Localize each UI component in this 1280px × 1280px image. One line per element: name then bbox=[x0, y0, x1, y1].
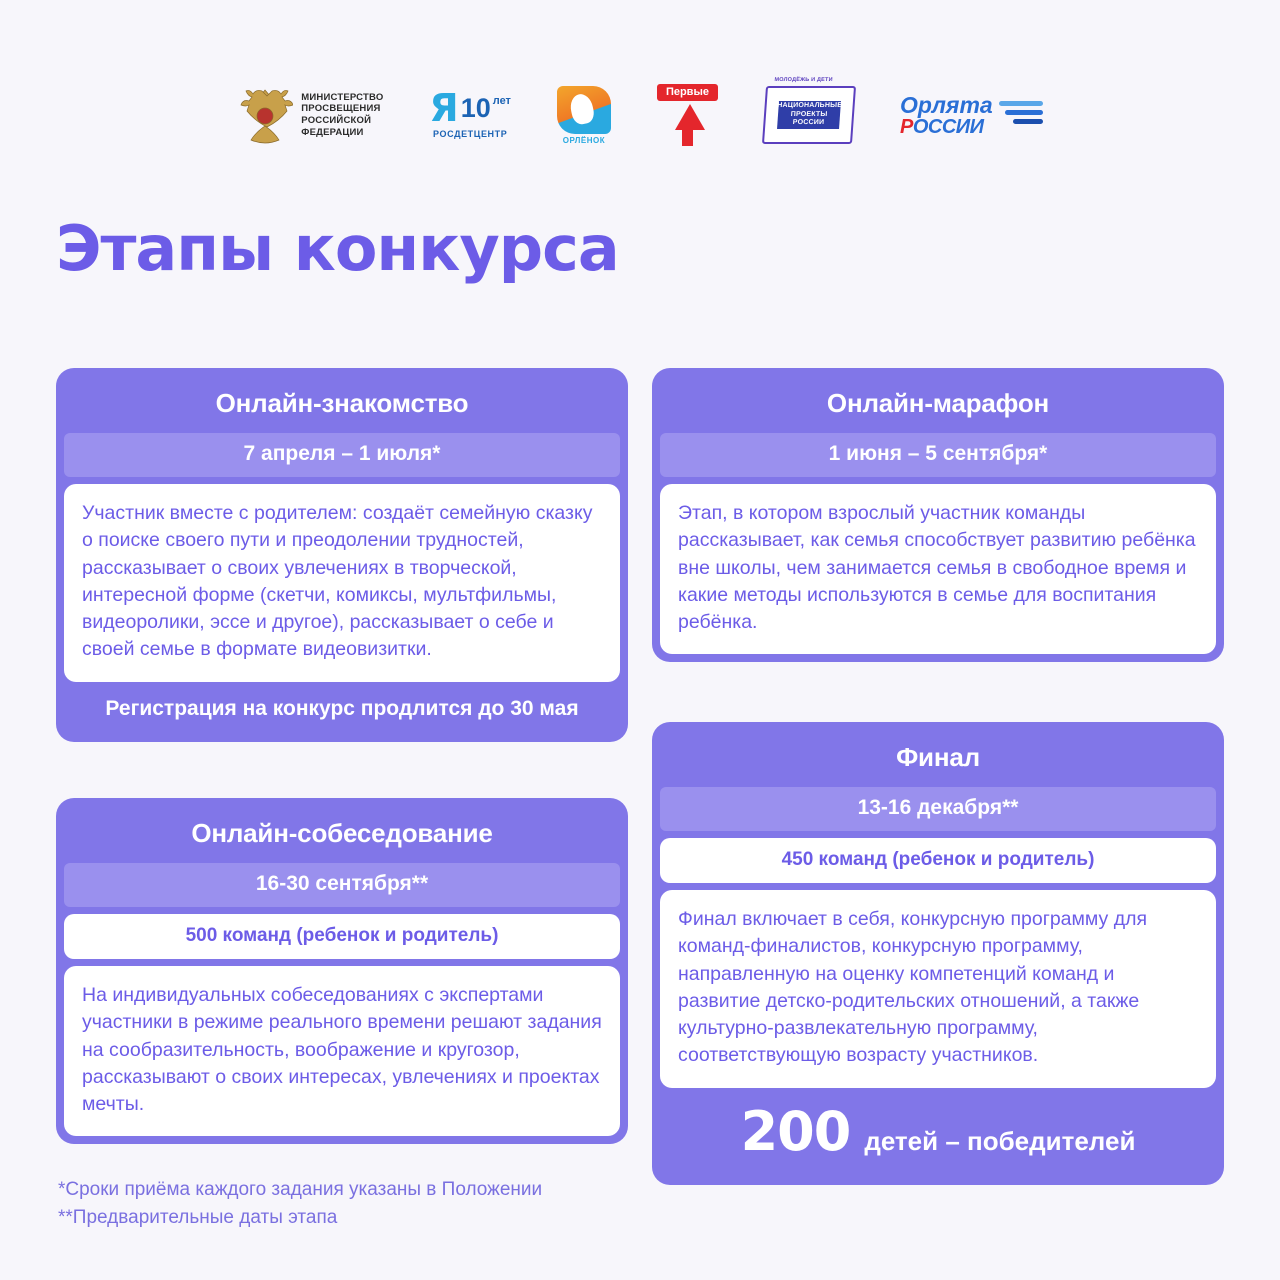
orlyata-wing-icon bbox=[997, 98, 1043, 132]
orlyata-line-2-red: Р bbox=[899, 115, 913, 138]
stage-date: 13-16 декабря** bbox=[660, 787, 1216, 831]
national-projects-caption: НАЦИОНАЛЬНЫЕ ПРОЕКТЫ РОССИИ bbox=[777, 101, 841, 129]
rosdetcentr-years: 10 bbox=[460, 93, 491, 124]
stage-teams-count: 450 команд (ребенок и родитель) bbox=[660, 838, 1216, 883]
national-projects-logo bbox=[764, 73, 854, 157]
footnote-line-2: **Предварительные даты этапа bbox=[58, 1206, 338, 1228]
rosdetcentr-years-suffix: лет bbox=[492, 95, 511, 108]
stage-title: Онлайн-марафон bbox=[826, 388, 1050, 418]
footnote-line-1: *Сроки приёма каждого задания указаны в Положении bbox=[58, 1179, 543, 1200]
orlyata-line-1: Орлята bbox=[899, 91, 993, 118]
stage-description: Этап, в котором взрослый участник команды рассказывает, как семья способствует развитию ребёнка вне школы, чем занимается семья в свободное время и какие методы используются в семье для воспитания ребёнка. bbox=[660, 484, 1216, 654]
stage-date: 7 апреля – 1 июля* bbox=[64, 433, 620, 477]
stage-winners-summary bbox=[660, 1088, 1216, 1177]
stage-description: На индивидуальных собеседованиях с экспертами участники в режиме реального времени решают задания на сообразительность, воображение и кругозор, рассказывают о своих интересах, увлечениях и проектах мечты. bbox=[64, 966, 620, 1136]
rosdetcentr-logo bbox=[429, 73, 511, 157]
footnotes bbox=[58, 1176, 542, 1231]
ministry-line-4: ФЕДЕРАЦИИ bbox=[301, 126, 364, 138]
orlyata-rossii-logo bbox=[900, 73, 1043, 157]
rosdetcentr-mark-icon: Я bbox=[429, 86, 459, 131]
orlyata-line-2-rest: ОССИИ bbox=[912, 115, 984, 138]
pervye-logo bbox=[657, 73, 718, 157]
stage-footer-note: Регистрация на конкурс продлится до 30 мая bbox=[105, 696, 579, 720]
stage-teams-count: 500 команд (ребенок и родитель) bbox=[64, 914, 620, 959]
ministry-line-3: РОССИЙСКОЙ bbox=[301, 115, 372, 126]
page-title: Этапы конкурса bbox=[56, 212, 619, 285]
double-headed-eagle-icon bbox=[237, 86, 293, 144]
pervye-caption: Первые bbox=[657, 84, 718, 101]
orlyonok-caption: ОРЛЁНОК bbox=[562, 135, 606, 145]
ministry-line-2: ПРОСВЕЩЕНИЯ bbox=[301, 103, 381, 115]
partner-logos-strip bbox=[0, 60, 1280, 170]
ministry-line-1: МИНИСТЕРСТВО bbox=[301, 91, 384, 103]
orlyonok-logo bbox=[557, 73, 611, 157]
stage-description: Участник вместе с родителем: создаёт семейную сказку о поиске своего пути и преодолении трудностей, рассказывает о своих увлечениях в творческой, интересной форме (скетчи, комиксы, мультфильмы, видеоролики, эссе и другое), рассказывает о себе и своей семье в формате видеовизитки. bbox=[64, 484, 620, 682]
stage-title: Финал bbox=[896, 742, 980, 772]
stage-date: 1 июня – 5 сентября* bbox=[660, 433, 1216, 477]
winners-number: 200 bbox=[740, 1099, 851, 1163]
stage-title: Онлайн-собеседование bbox=[191, 818, 493, 848]
stage-date: 16-30 сентября** bbox=[64, 863, 620, 907]
orlyonok-badge-icon bbox=[557, 86, 611, 134]
rosdetcentr-caption: РОСДЕТЦЕНТР bbox=[433, 128, 508, 139]
stage-card-online-marathon bbox=[652, 368, 1224, 662]
winners-label: детей – победителей bbox=[864, 1125, 1136, 1156]
pervye-arrow-icon bbox=[663, 104, 711, 146]
stage-description: Финал включает в себя, конкурсную программу для команд-финалистов, конкурсную программу, направленную на оценку компетенций команд и развитие детско-родительских отношений, а также культурно-развлекательную программу, соответствующую возрасту участников. bbox=[660, 890, 1216, 1088]
stage-card-online-acquaintance bbox=[56, 368, 628, 742]
ministry-of-education-emblem bbox=[237, 73, 383, 157]
stage-card-final bbox=[652, 722, 1224, 1185]
national-projects-top-caption: МОЛОДЁЖЬ И ДЕТИ bbox=[774, 77, 833, 83]
ministry-logo-text bbox=[301, 92, 383, 138]
stage-title: Онлайн-знакомство bbox=[215, 388, 469, 418]
stage-card-online-interview bbox=[56, 798, 628, 1144]
